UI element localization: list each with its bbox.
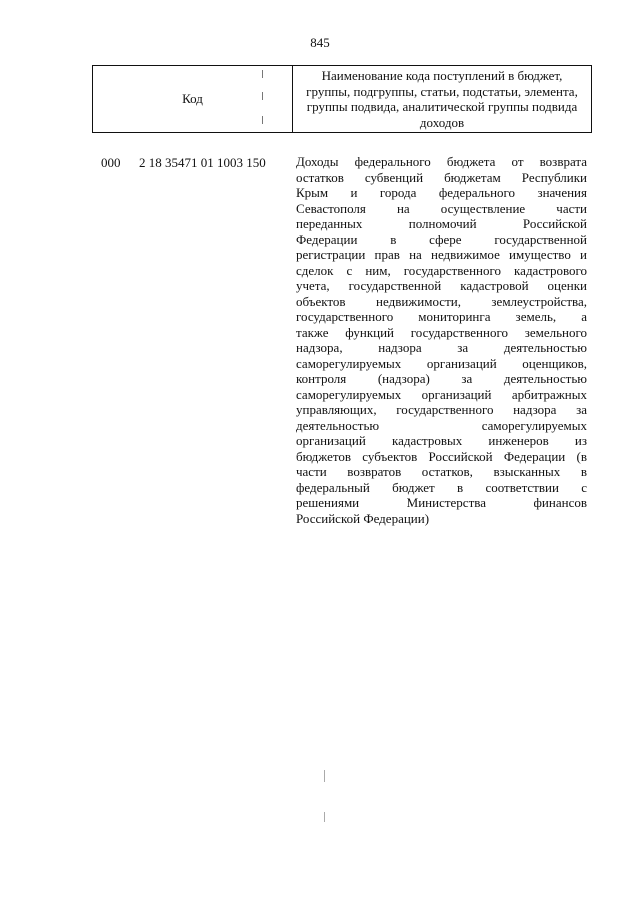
description-line: управляющих, государственного надзора за [296,402,587,417]
page-number: 845 [310,35,330,50]
header-code-cell [93,66,293,132]
description-line: Федерации в сфере государственной [296,231,587,247]
scan-artifact [324,812,325,822]
description-line: Доходы федерального бюджета от возврата [296,154,587,169]
row-description [296,154,587,526]
description-line: также функций государственного земельного [296,324,587,340]
description-line: Крым и города федерального значения [296,185,587,200]
description-line: организаций кадастровых инженеров из [296,433,587,448]
description-line: бюджетов субъектов Российской Федерации (в [296,448,587,464]
description-line: переданных полномочий Российской [296,216,587,231]
scan-tick-mark [262,92,263,100]
scan-tick-mark [262,70,263,78]
description-line: остатков субвенций бюджетам Республики [296,169,587,185]
description-line: части возвратов остатков, взысканных в [296,464,587,479]
description-line: Севастополя на осуществление части [296,200,587,216]
description-line: контроля (надзора) за деятельностью [296,371,587,386]
description-line: сделок с ним, государственного кадастрового [296,262,587,278]
scan-tick-mark [262,116,263,124]
description-line: саморегулируемых организаций оценщиков, [296,355,587,371]
description-line: саморегулируемых организаций арбитражных [296,386,587,402]
description-line: Российской Федерации) [296,510,430,526]
header-name-cell [293,66,591,132]
scan-artifact [324,770,325,782]
table-header [92,65,592,133]
header-code-label: Код [182,91,203,106]
row-revenue-code: 2 18 35471 01 1003 150 [139,155,266,170]
header-name-label: Наименование кода поступлений в бюджет, группы, подгруппы, статьи, подстатьи, элемента, группы подвида, аналитической группы подвида доходов [306,68,578,130]
description-line: решениями Министерства финансов [296,495,587,510]
description-line: объектов недвижимости, землеустройства, [296,293,587,309]
description-line: федеральный бюджет в соответствии с [296,479,587,495]
description-line: учета, государственной кадастровой оценки [296,278,587,293]
description-line: государственного мониторинга земель, а [296,309,587,324]
description-line: деятельностью саморегулируемых [296,417,587,433]
description-line: надзора, надзора за деятельностью [296,340,587,355]
description-line: регистрации прав на недвижимое имущество и [296,247,587,262]
row-admin-code: 000 [101,155,121,170]
